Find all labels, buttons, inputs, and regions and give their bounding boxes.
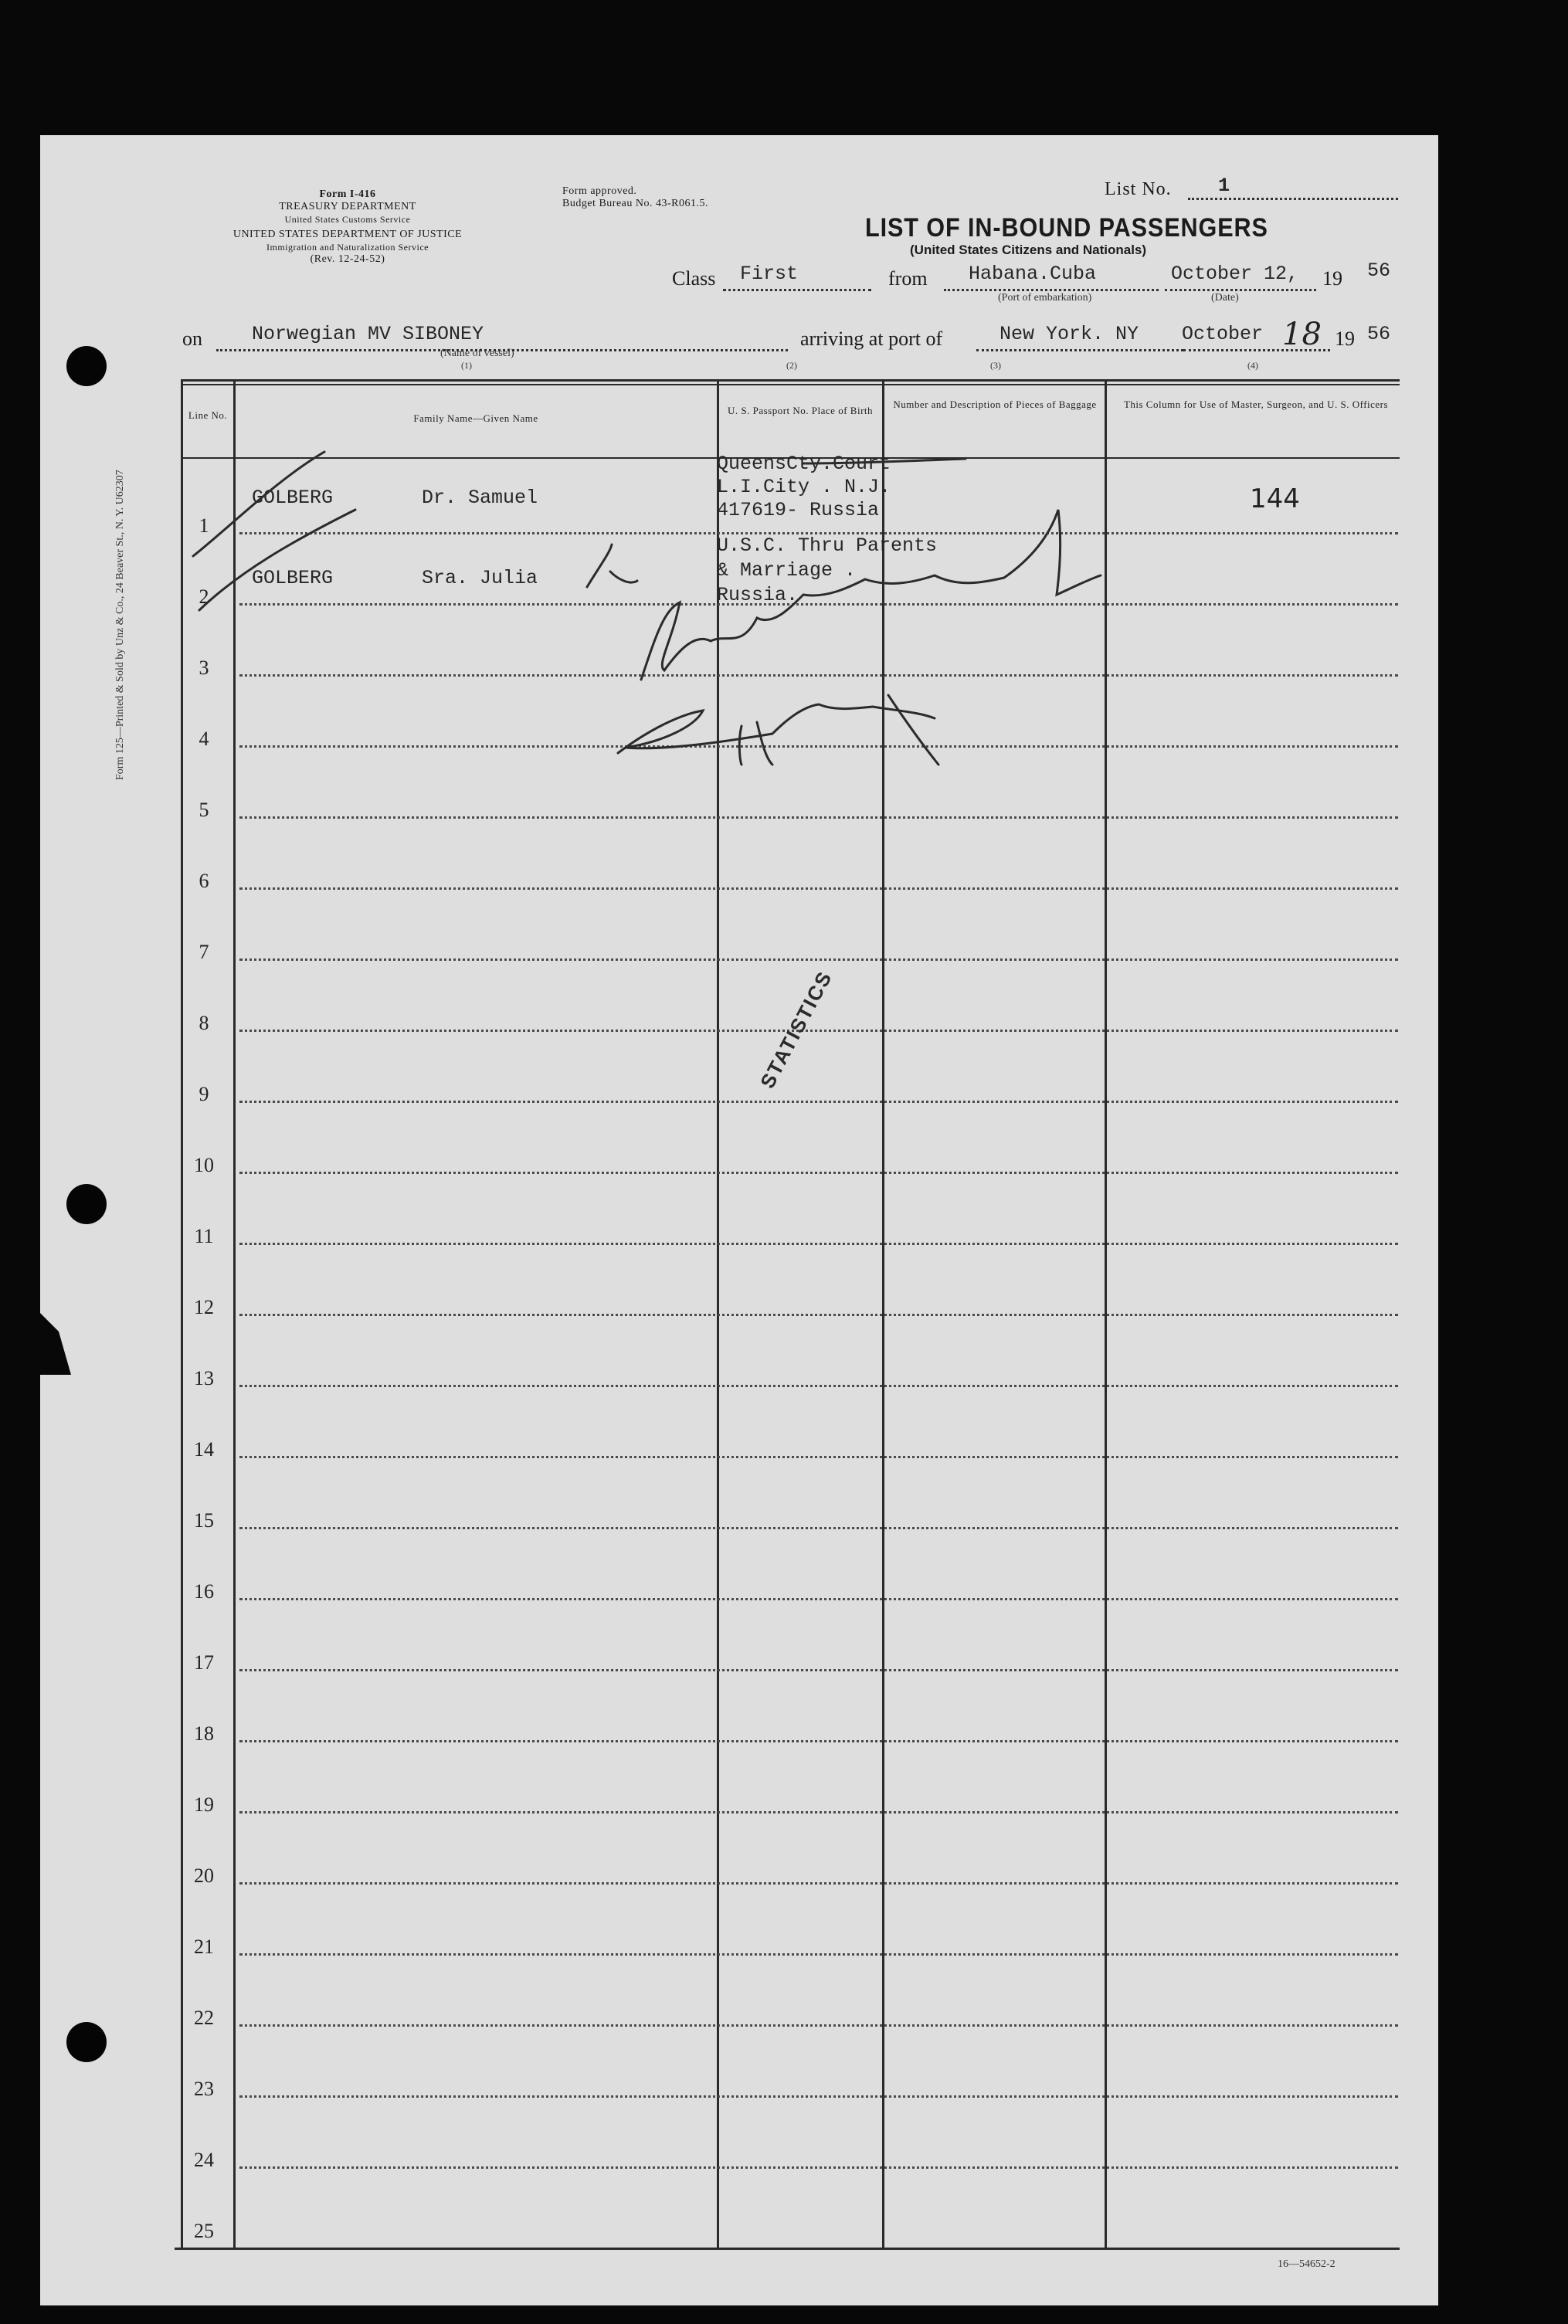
form-approved: Form approved. xyxy=(562,185,637,197)
justice-dept: UNITED STATES DEPARTMENT OF JUSTICE xyxy=(232,229,463,240)
line-number: 3 xyxy=(199,656,209,679)
line-number: 8 xyxy=(199,1012,209,1034)
caption-4: (4) xyxy=(1247,360,1258,371)
line-number: 25 xyxy=(194,2220,214,2242)
col-officers: This Column for Use of Master, Surgeon, and U. S. Officers xyxy=(1123,399,1389,410)
class-label: Class xyxy=(672,267,716,290)
line-number: 24 xyxy=(194,2149,214,2171)
line-number: 10 xyxy=(194,1154,214,1176)
form-revision: (Rev. 12-24-52) xyxy=(310,253,385,265)
list-no-label: List No. xyxy=(1105,179,1172,199)
line-number: 9 xyxy=(199,1083,209,1105)
departure-date: October 12, xyxy=(1171,263,1299,285)
arrival-year: 56 xyxy=(1367,323,1391,345)
passport-place-of-birth: QueensCty.Court xyxy=(717,453,891,475)
line-number: 14 xyxy=(194,1438,214,1461)
side-print: Form 125—Printed & Sold by Unz & Co., 24 Beaver St., N. Y. U62307 xyxy=(114,470,126,780)
departure-year-prefix: 19 xyxy=(1322,267,1342,290)
date-caption: (Date) xyxy=(1211,292,1239,304)
family-name: GOLBERG xyxy=(252,487,334,509)
passport-place-of-birth: Russia. xyxy=(717,584,799,606)
caption-3: (3) xyxy=(990,360,1001,371)
list-no-value: 1 xyxy=(1218,175,1230,197)
col-baggage: Number and Description of Pieces of Baggage xyxy=(893,399,1097,410)
statistics-stamp: STATISTICS xyxy=(755,966,837,1093)
family-name: GOLBERG xyxy=(252,567,334,589)
form-number: Form I-416 xyxy=(319,188,376,200)
passport-place-of-birth: L.I.City . N.J. xyxy=(717,476,891,498)
line-number: 2 xyxy=(199,585,209,608)
port-embark-caption: (Port of embarkation) xyxy=(998,292,1092,304)
footer-code: 16—54652-2 xyxy=(1278,2258,1336,2270)
line-number: 5 xyxy=(199,799,209,821)
officer-note: 144 xyxy=(1250,483,1300,514)
given-name: Sra. Julia xyxy=(422,567,538,589)
col-line-no: Line No. xyxy=(188,409,228,421)
col-passport: U. S. Passport No. Place of Birth xyxy=(727,405,874,416)
given-name: Dr. Samuel xyxy=(422,487,538,509)
arrival-year-prefix: 19 xyxy=(1335,327,1355,350)
line-number: 13 xyxy=(194,1367,214,1389)
vessel-name: Norwegian MV SIBONEY xyxy=(252,323,484,345)
line-number: 15 xyxy=(194,1509,214,1532)
ins-name: Immigration and Naturalization Service xyxy=(266,242,429,253)
signature-initials xyxy=(618,695,938,765)
document-title: LIST OF IN-BOUND PASSENGERS xyxy=(865,213,1268,243)
pen-mark xyxy=(587,545,637,587)
passport-place-of-birth: & Marriage . xyxy=(717,559,857,582)
port-of-embarkation: Habana.Cuba xyxy=(969,263,1097,285)
caption-2: (2) xyxy=(786,360,797,371)
line-number: 11 xyxy=(194,1225,214,1247)
line-number: 17 xyxy=(194,1651,214,1674)
line-number: 20 xyxy=(194,1864,214,1887)
pen-mark xyxy=(739,722,772,765)
line-number: 19 xyxy=(194,1793,214,1816)
line-number: 22 xyxy=(194,2007,214,2029)
from-label: from xyxy=(888,267,928,290)
arrival-port: New York. NY xyxy=(1000,323,1139,345)
line-number: 1 xyxy=(199,514,209,537)
line-number: 23 xyxy=(194,2078,214,2100)
departure-year: 56 xyxy=(1367,260,1391,282)
line-number: 6 xyxy=(199,870,209,892)
arrival-date: October xyxy=(1182,323,1264,345)
on-label: on xyxy=(182,327,202,350)
caption-1: (1) xyxy=(461,360,472,371)
arrival-day: 18 xyxy=(1282,317,1322,352)
vessel-caption: (Name of vessel) xyxy=(440,348,514,359)
line-number: 4 xyxy=(199,728,209,750)
arriving-label: arriving at port of xyxy=(800,327,943,350)
line-number: 7 xyxy=(199,941,209,963)
line-number: 18 xyxy=(194,1722,214,1745)
line-number: 16 xyxy=(194,1580,214,1603)
document-subtitle: (United States Citizens and Nationals) xyxy=(910,243,1147,257)
signature-line xyxy=(641,510,1101,680)
line-number: 12 xyxy=(194,1296,214,1318)
treasury-dept: TREASURY DEPARTMENT xyxy=(279,201,416,212)
budget-bureau: Budget Bureau No. 43-R061.5. xyxy=(562,198,708,209)
passport-place-of-birth: U.S.C. Thru Parents xyxy=(717,534,938,557)
pen-tick-stroke xyxy=(199,510,355,610)
pen-mark xyxy=(803,459,966,463)
passport-place-of-birth: 417619- Russia xyxy=(717,499,880,521)
col-family-name: Family Name—Given Name xyxy=(413,412,538,424)
pen-tick-stroke xyxy=(193,452,324,556)
class-value: First xyxy=(740,263,799,285)
line-number: 21 xyxy=(194,1936,214,1958)
customs-service: United States Customs Service xyxy=(284,214,411,225)
